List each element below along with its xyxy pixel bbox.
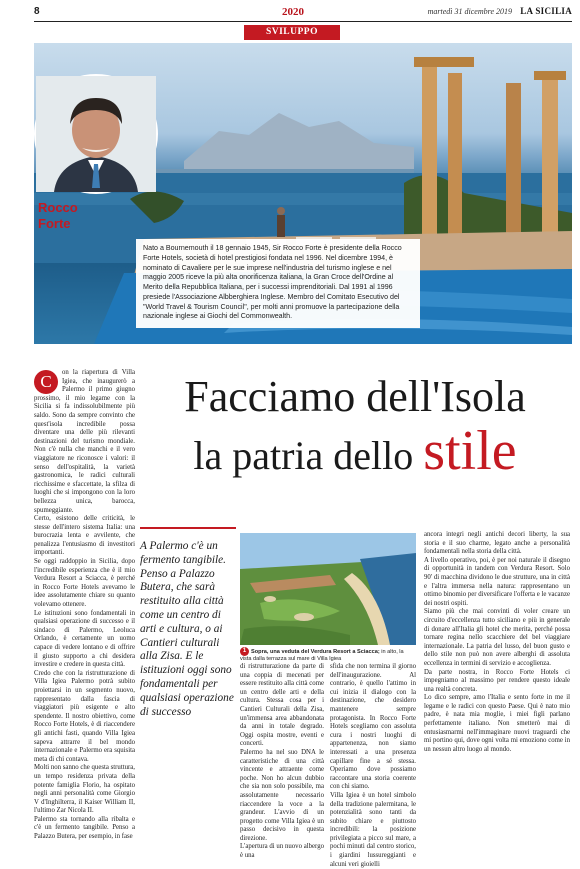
paragraph: Da parte nostra, in Rocco Forte Hotels ci impegniamo al massimo per rendere questo ideale una realtà concreta.	[424, 668, 570, 693]
paragraph: di ristrutturazione da parte di una coppia di mecenati per essere restituito alla città come un centro delle arti e della cultura. Stessa cosa per i Cantieri Culturali della Zisa, un'immensa area abbandonata da anni in totale degrado. Oggi ospita mostre, eventi e concerti.	[240, 663, 324, 748]
caption-number: 1	[240, 647, 249, 656]
bio-box: Nato a Bournemouth il 18 gennaio 1945, Sir Rocco Forte è presidente della Rocco Forte Hotels, società di hotel prestigiosi fondata nel 1996. Nel dicembre 1994, è nominato di Cavaliere per le sue imprese nell'industria del turismo inglese e nel maggio 2005 riceve la più alta onorificenza italiana, la Gran Croce dell'Ordine al Merito della Repubblica Italiana, per i successi imprenditoriali. Dal 1991 al 1996 presiede l'Associazione Albberghiera Inglese. Membro del Comitato Esecutivo del "World Travel & Tourism Council", per molti anni promuove la partecipazione della nazionale inglese ai Giochi del Commonwealth.	[136, 239, 420, 328]
headline-line-1: Facciamo dell'Isola	[184, 372, 526, 421]
person-last-name: Forte	[38, 216, 71, 231]
paragraph: A livello operativo, poi, è per noi naturale il disegno di opportunità in tandem con Verdura Resort. Solo 90' di macchina dividono le due strutture, una in città e l'altra immersa nella natura: rappresentano un ottimo binomio per diversificare l'offerta e le vacanze dei nostri ospiti.	[424, 556, 570, 607]
paragraph: Siamo più che mai convinti di voler creare un circuito d'eccellenza tutto siciliano e più in generale di donare all'Italia gli hotel che merita, perché possa tornare regina nello scacchiere del bel viaggiare internazionale. La patria del lusso, del buon gusto e dello stile non può non avere alberghi di assoluta eccellenza in termini di servizio e accoglienza.	[424, 608, 570, 667]
issue-date: martedì 31 dicembre 2019	[427, 7, 512, 16]
photo-caption	[240, 647, 416, 663]
dropcap: C	[34, 370, 58, 394]
article-headline	[140, 370, 570, 481]
paragraph: Lo dico sempre, amo l'Italia e sento forte in me il legame e le radici con questo Paese. Qui è nato mio padre, è nata mia moglie, i miei figli parlano perfettamente italiano. Non smetterò mai di entusiasmarmi nell'immaginare nuovi traguardi che mi portino qui, dove ogni volta mi emoziono come in un nessun altro luogo al mondo.	[424, 694, 570, 753]
caption-rest: in alto, la vista dalla terrazza sul mare di Villa Igiea	[240, 648, 404, 662]
paragraph: Le istituzioni sono fondamentali in qualsiasi operazione di successo e il sindaco di Palermo, Leoluca Orlando, è certamente un uomo capace di vedere lontano e di offrire il giusto supporto a chi desidera investire e credere in questa città.	[34, 609, 135, 669]
page-header	[34, 6, 572, 22]
article-column-5	[424, 531, 570, 754]
caption-strong: Sopra, una veduta del Verdura Resort a Sciacca;	[251, 648, 380, 655]
paragraph: Se oggi raddoppio in Sicilia, dopo l'incredibile esperienza che è il mio Verdura Resort a Sciacca, è perché in Rocco Forte Hotels avevamo le idee assolutamente chiare su quanto volevamo ottenere.	[34, 558, 135, 609]
paragraph: Certo, esistono delle criticità, le stesse dell'intero sistema Italia: una burocrazia lenta e avvilente, che penalizza l'entusiasmo di investitori importanti.	[34, 515, 135, 557]
paragraph: Palermo ha nel suo DNA le caratteristiche di una città vincente e attraente come poche. Non ho alcun dubbio che sia non solo possibile, ma assolutamente necessario riaccendere la voce a la grandeur. L'avvio di un progetto come Villa Igiea è un passo decisivo in questa direzione.	[240, 748, 324, 842]
section-tag: SVILUPPO	[244, 25, 340, 40]
paragraph: Palermo sta tornando alla ribalta e c'è un fermento tangibile. Penso a Palazzo Butera, per esempio, in fase	[34, 815, 135, 841]
photo-verdura-resort	[240, 533, 416, 645]
article-column-3	[240, 663, 324, 861]
person-name	[38, 200, 98, 232]
pullquote-rule	[140, 527, 236, 529]
article-column-1	[34, 369, 135, 842]
headline-line-2	[140, 420, 570, 482]
portrait-rocco-forte	[34, 74, 158, 194]
paragraph: Villa Igiea è un hotel simbolo della tradizione palermitana, le potenzialità sono tanti da subito chiare e piuttosto incredibili: la posizione privilegiata a picco sul mare, a pochi minuti dal centro storico, i giardini lussureggianti e alcuni veri gioielli	[330, 791, 416, 868]
page-number: 8	[34, 6, 40, 17]
paragraph: ancora integri negli antichi decori liberty, la sua storia e il suo charme, legato anche a personalità fondamentali nella storia della città.	[424, 531, 570, 556]
headline-accent-word: stile	[423, 420, 517, 482]
paragraph: Molti non sanno che questa struttura, un tempo residenza privata della potente famiglia Florio, ha ospitato negli anni personalità come Giorgio V d'Inghilterra, il Kaiser William II, l'ultimo Zar Nicola II.	[34, 764, 135, 815]
newspaper-brand: LA SICILIA	[520, 6, 572, 16]
person-first-name: Rocco	[38, 200, 78, 215]
paragraph: on la riapertura di Villa Igiea, che inaugurerò a Palermo il primo giugno prossimo, il mio legame con la Sicilia si fa indissolubilmente più saldo. Sono da sempre convinto che quest'isola incredibile possa diventare una delle più rilevanti destinazioni del turismo mondiale. Non c'è nulla che manchi e il vero viaggiatore ne riconosce i valori: il senso dell'ospitalità, la varietà gastronomica, le radici culturali ricchissime e sfaccettate, la sfilza di luoghi che si impongono con la loro bellezza unica, barocca, spumeggiante.	[34, 369, 135, 514]
header-rule	[34, 21, 572, 22]
paragraph: L'apertura di un nuovo albergo è una	[240, 843, 324, 860]
paragraph: sfida che non termina il giorno dell'inaugurazione. Al contrario, è quello l'attimo in cui inizia il dialogo con la destinazione, che desidero mantenere sempre protagonista. In Rocco Forte Hotels scegliamo con assoluta cura i nostri luoghi di appartenenza, non siamo interessati a una presenza capillare fine a sé stessa. Operiamo dove possiamo raccontare una storia coerente con chi siamo.	[330, 663, 416, 791]
year-label: 2020	[282, 6, 304, 18]
article-column-4	[330, 663, 416, 869]
headline-line-2-text: la patria dello	[193, 433, 424, 478]
pull-quote: A Palermo c'è un fermento tangibile. Penso a Palazzo Butera, che sarà restituito alla città come un centro di arti e cultura, o ai Cantieri culturali alla Zisa. E le istituzioni oggi sono fondamentali per qualsiasi operazione di successo	[140, 540, 234, 718]
paragraph: Credo che con la ristrutturazione di Villa Igiea Palermo potrà subito proiettarsi in un segmento nuovo, rappresentato dalla fascia di viaggiatori più esigente e alto spendente. Il nostro obiettivo, come Rocco Forte Hotels, è di riaccendere gli antichi fasti, quando Villa Igiea sapeva attrarre il bel mondo internazionale e Palermo era squisita meta di chi contava.	[34, 669, 135, 763]
